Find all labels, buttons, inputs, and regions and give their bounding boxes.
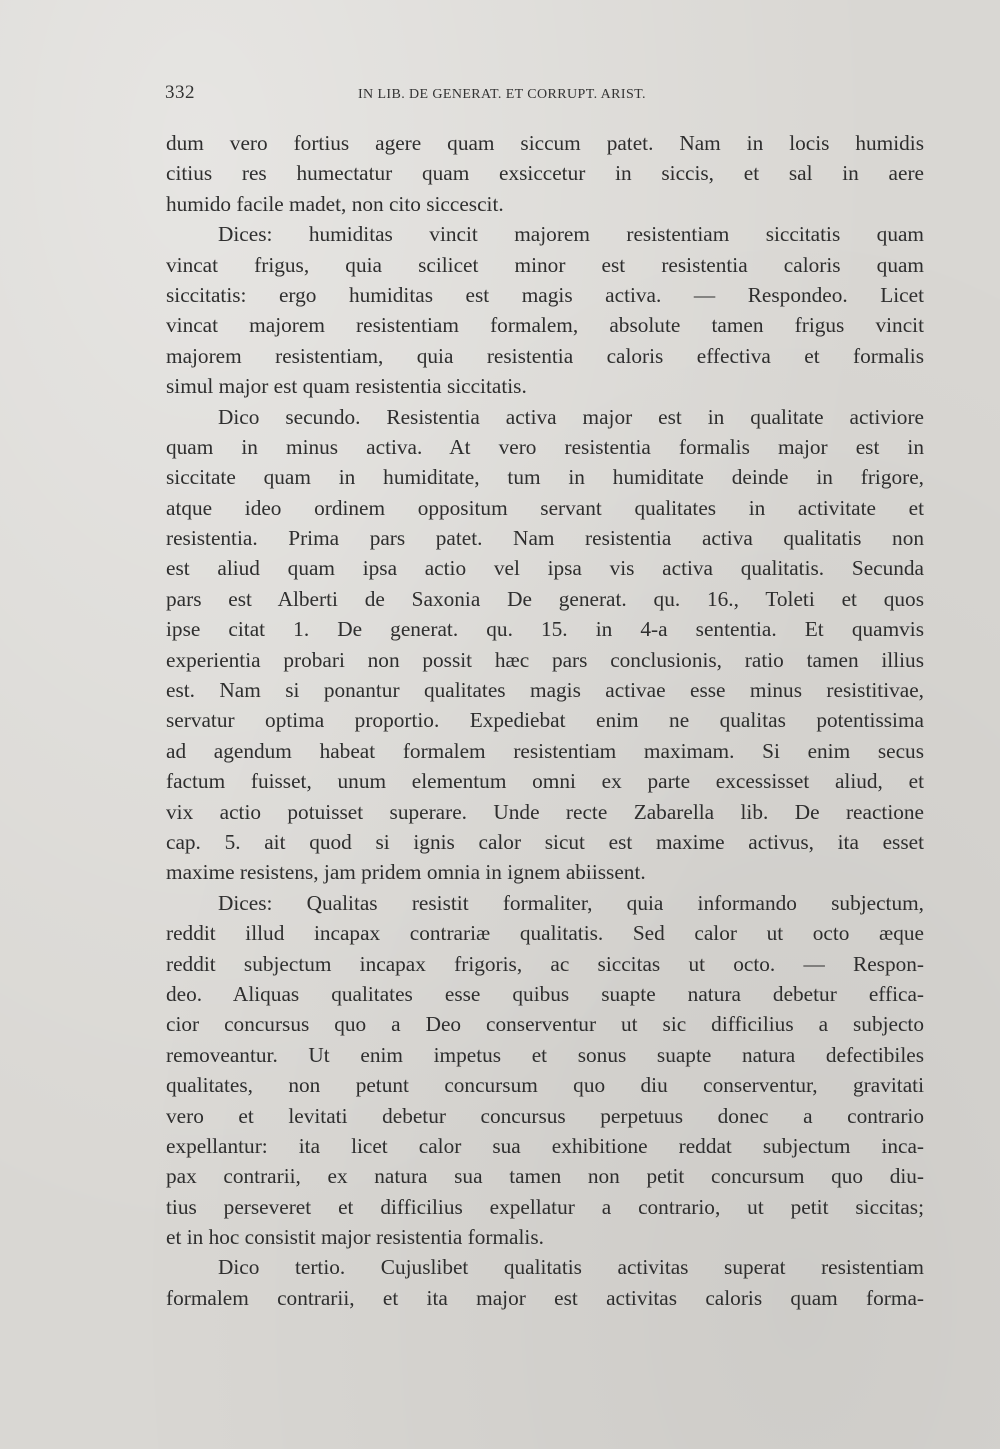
text-line: qualitates, non petunt concursum quo diu conserventur, gravitati: [166, 1073, 924, 1098]
text-line: ad agendum habeat formalem resistentiam maximam. Si enim secus: [166, 738, 924, 763]
text-line: pax contrarii, ex natura sua tamen non petit concursum quo diu-: [166, 1164, 924, 1189]
text-line: maxime resistens, jam pridem omnia in ignem abiissent.: [166, 860, 646, 885]
text-line: formalem contrarii, et ita major est activitas caloris quam forma-: [166, 1285, 924, 1310]
text-line: simul major est quam resistentia siccitatis.: [166, 374, 527, 399]
text-line: expellantur: ita licet calor sua exhibitione reddat subjectum inca-: [166, 1133, 924, 1158]
text-line: cap. 5. ait quod si ignis calor sicut est maxime activus, ita esset: [166, 829, 924, 854]
text-line: atque ideo ordinem oppositum servant qualitates in activitate et: [166, 495, 924, 520]
text-line: Dices: humiditas vincit majorem resistentiam siccitatis quam: [218, 222, 924, 247]
text-line: reddit subjectum incapax frigoris, ac siccitas ut octo. — Respon-: [166, 951, 924, 976]
page-number: 332: [165, 82, 195, 103]
text-line: humido facile madet, non cito siccescit.: [166, 191, 504, 216]
text-line: pars est Alberti de Saxonia De generat. qu. 16., Toleti et quos: [166, 586, 924, 611]
text-line: quam in minus activa. At vero resistentia formalis major est in: [166, 434, 924, 459]
text-line: Dico tertio. Cujuslibet qualitatis activitas superat resistentiam: [218, 1255, 924, 1280]
text-line: siccitatis: ergo humiditas est magis activa. — Respondeo. Licet: [166, 282, 924, 307]
text-line: experientia probari non possit hæc pars conclusionis, ratio tamen illius: [166, 647, 924, 672]
text-line: factum fuisset, unum elementum omni ex parte excessisset aliud, et: [166, 769, 924, 794]
text-line: et in hoc consistit major resistentia formalis.: [166, 1225, 544, 1250]
text-line: Dices: Qualitas resistit formaliter, quia informando subjectum,: [218, 890, 924, 915]
text-line: cior concursus quo a Deo conserventur ut sic difficilius a subjecto: [166, 1012, 924, 1037]
text-line: majorem resistentiam, quia resistentia caloris effectiva et formalis: [166, 343, 924, 368]
text-line: ipse citat 1. De generat. qu. 15. in 4-a sententia. Et quamvis: [166, 617, 924, 642]
text-line: vincat majorem resistentiam formalem, absolute tamen frigus vincit: [166, 313, 924, 338]
text-line: deo. Aliquas qualitates esse quibus suapte natura debetur effica-: [166, 981, 924, 1006]
text-line: Dico secundo. Resistentia activa major est in qualitate activiore: [218, 404, 924, 429]
text-line: tius perseveret et difficilius expellatur a contrario, ut petit siccitas;: [166, 1194, 924, 1219]
text-line: removeantur. Ut enim impetus et sonus suapte natura defectibiles: [166, 1042, 924, 1067]
text-line: siccitate quam in humiditate, tum in humiditate deinde in frigore,: [166, 465, 924, 490]
text-line: resistentia. Prima pars patet. Nam resistentia activa qualitatis non: [166, 526, 924, 551]
running-title: IN LIB. DE GENERAT. ET CORRUPT. ARIST.: [358, 87, 646, 102]
text-line: vix actio potuisset superare. Unde recte Zabarella lib. De reactione: [166, 799, 924, 824]
text-line: est aliud quam ipsa actio vel ipsa vis activa qualitatis. Secunda: [166, 556, 924, 581]
running-head: [165, 82, 925, 110]
text-line: vincat frigus, quia scilicet minor est resistentia caloris quam: [166, 252, 924, 277]
text-line: citius res humectatur quam exsiccetur in siccis, et sal in aere: [166, 161, 924, 186]
text-line: servatur optima proportio. Expediebat enim ne qualitas potentissima: [166, 708, 924, 733]
body-text: [166, 128, 924, 1313]
text-line: dum vero fortius agere quam siccum patet. Nam in locis humidis: [166, 131, 924, 155]
text-line: reddit illud incapax contrariæ qualitatis. Sed calor ut octo æque: [166, 921, 924, 946]
text-line: est. Nam si ponantur qualitates magis activae esse minus resistitivae,: [166, 678, 924, 703]
text-line: vero et levitati debetur concursus perpetuus donec a contrario: [166, 1103, 924, 1128]
